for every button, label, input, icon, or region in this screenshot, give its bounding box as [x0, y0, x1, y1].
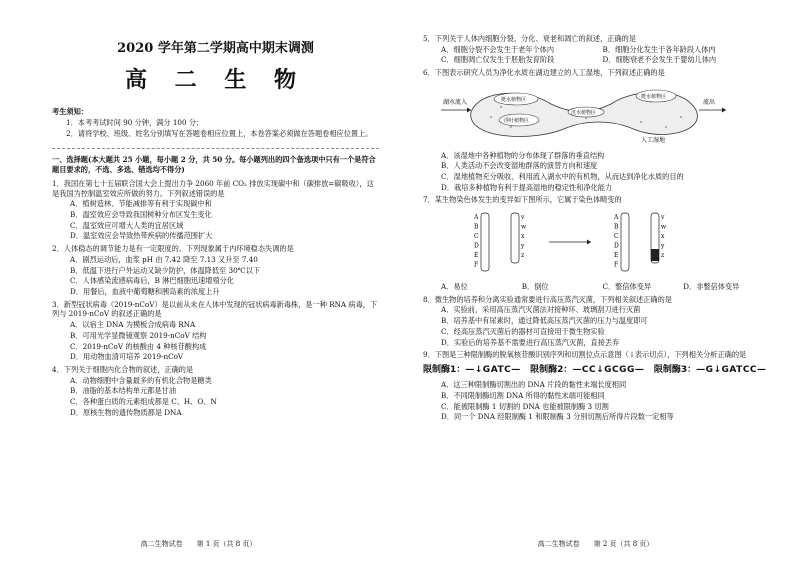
gene-label: B — [474, 223, 479, 231]
notice-item: 2．请将学校、班级、姓名分别填写在答题卷相应位置上，本卷答案必须做在答题卷相应位置上。 — [66, 128, 373, 138]
option: A．易位 — [441, 281, 468, 291]
option: D．原核生物的遗传物质都是 DNA — [70, 407, 182, 417]
option: B．低温下进行户外运动又缺少防护，体温降低至 30℃以下 — [70, 265, 261, 275]
option: B．油脂的基本结构单元都是甘油 — [70, 386, 176, 396]
option: D．非整倍体变异 — [683, 281, 740, 291]
notice-item: 1．本考考试时间 90 分钟，满分 100 分； — [66, 117, 204, 127]
question-2: 2．人体稳态的调节能力是有一定限度的。下列现象属于内环境稳态失调的是 — [52, 244, 294, 254]
gene-label: E — [474, 252, 479, 260]
option: D．用餐后，血液中葡萄糖和胰岛素的浓度上升 — [70, 287, 220, 297]
gene-label: w — [661, 223, 667, 231]
gene-label: A — [474, 214, 479, 222]
gene-label: E — [614, 252, 619, 260]
question-4: 4．下列关于细胞内化合物的叙述，正确的是 — [52, 365, 194, 375]
enzyme-3-label: 限制酶3： — [653, 364, 697, 375]
option: C．经高压蒸汽灭菌后的器材可直接用于微生物实验 — [441, 326, 605, 336]
option: D．细胞衰老不会发生于婴幼儿体内 — [602, 55, 717, 65]
gene-label: z — [661, 252, 665, 260]
option: A．实验前，采用高压蒸汽灭菌法对接种环、玻璃刮刀进行灭菌 — [441, 305, 641, 315]
option: C．湿地植物充分吸收、利用流入湖水中的有机物，从而达到净化水质的目的 — [441, 172, 684, 182]
question-3: 3．新型冠状病毒（2019-nCoV）是以前从未在人体中发现的冠状病毒新毒株，是一种 RNA 病毒，下列与 2019-nCoV 的叙述正确的是 — [52, 299, 378, 319]
notice-heading: 考生须知： — [52, 107, 88, 117]
question-8: 8．微生物的培养和分离实验通常要进行高压蒸汽灭菌，下列相关叙述正确的是 — [423, 294, 672, 304]
option: C．2019-nCoV 的核酸由 4 种核苷酸构成 — [70, 341, 207, 351]
subject-title: 高 二 生 物 — [125, 66, 306, 93]
option: B．培养基中有尿素时，通过降低高压蒸汽灭菌的压力与温度即可 — [441, 316, 648, 326]
chromosome-figure — [441, 209, 764, 278]
inflow-label: 湖水流入 — [443, 98, 468, 106]
gene-label: w — [521, 223, 527, 231]
option: C．能被限制酶 1 切割的 DNA 也能被限制酶 3 切割 — [441, 401, 609, 411]
question-6: 6．下图表示研究人员为净化水质在湖边建立的人工湿地，下列叙述正确的是 — [423, 68, 665, 78]
gene-label: x — [661, 233, 665, 241]
enzyme-1-seq: —↓GATC— — [465, 364, 521, 375]
option: C．整倍体变异 — [602, 281, 652, 291]
chromosome — [621, 213, 629, 271]
exam-title: 2020 学年第二学期高中期末调测 — [117, 41, 314, 56]
gene-label: D — [474, 242, 479, 250]
divider — [52, 148, 379, 149]
zone-label: 浮叶植物区 — [504, 117, 530, 124]
page-footer: 高二生物试卷 第 1 页（共 8 页） — [140, 539, 257, 548]
outflow-label: 流出 — [703, 98, 716, 106]
gene-label: F — [474, 261, 479, 269]
option: C．温室效应可增大人类的宜居区域 — [70, 220, 184, 230]
option: C．细胞凋亡仅发生于胚胎发育阶段 — [441, 55, 555, 65]
option: D．栽培多种植物有利于提高湿地的稳定性和净化能力 — [441, 182, 613, 192]
enzyme-sequences — [423, 364, 767, 376]
option: A．动物细胞中含量最多的有机化合物是糖类 — [70, 375, 212, 385]
gene-label: v — [521, 214, 525, 222]
gene-label: C — [614, 233, 619, 241]
zone-label: 挺水植物区 — [641, 93, 667, 100]
question-1: 1．我国在第七十五届联合国大会上提出力争 2060 年前 CO₂ 排放实现碳中和（碳排放=碳吸收），这是我国为控制温室效应所做的努力。下列叙述错误的是 — [52, 178, 374, 198]
option: A．该湿地中各种植物的分布体现了群落的垂直结构 — [441, 150, 605, 160]
option: B．可用光学显微镜观察 2019-nCoV 结构 — [70, 330, 207, 340]
option: A．这三种限制酶切割出的 DNA 片段的黏性末端长度相同 — [441, 380, 627, 390]
chromosome — [481, 213, 489, 271]
chromosome — [511, 213, 519, 263]
wetland-figure — [441, 82, 764, 147]
right-page — [397, 0, 794, 561]
wetland-diagram — [441, 82, 741, 144]
option-row — [441, 282, 764, 292]
option: A．剧烈运动后，血浆 pH 由 7.42 降至 7.13 又升至 7.40 — [70, 254, 258, 264]
option: B．人类活动不会改变湿地群落的演替方向和速度 — [441, 161, 598, 171]
gene-label: v — [661, 214, 665, 222]
enzyme-1-label: 限制酶1： — [423, 364, 466, 375]
notice-block — [52, 107, 379, 138]
gene-label: x — [521, 233, 525, 241]
enzyme-3-seq: —G↓GATCC— — [696, 364, 767, 375]
question-5: 5．下列关于人体内细胞分裂、分化、衰老和凋亡的叙述，正确的是 — [423, 34, 637, 43]
gene-label: z — [521, 252, 525, 260]
option: D．实验后的培养基不需要进行高压蒸汽灭菌，直接丢弃 — [441, 337, 620, 347]
question-9: 9．下图是三种限制酶的脱氧核苷酸识别序列和切割位点示意图（↓表示切点），下列相关分析正确的是 — [423, 350, 747, 360]
option: B．倒位 — [521, 281, 549, 291]
chromosome-segment — [651, 249, 659, 261]
chromosome-diagram — [441, 209, 691, 275]
option: B．温室效应会导致我国树种分布区发生变化 — [70, 209, 212, 219]
option: A．细胞分裂不会发生于老年个体内 — [441, 44, 555, 54]
option: B．细胞分化发生于各年龄段人体内 — [602, 44, 716, 54]
section-heading: 一、选择题(本大题共 25 小题，每小题 2 分，共 50 分。每小题列出的四个备选项中只有一个是符合题目要求的，不选、多选、错选均不得分) — [52, 155, 376, 175]
option: C．各种蛋白质的元素组成都是 C、H、O、N — [70, 397, 217, 407]
option: A．以宿主 DNA 为模板合成病毒 RNA — [70, 320, 196, 330]
option: B．不同限制酶切割 DNA 所得的黏性末端可能相同 — [441, 390, 605, 400]
option: D．用动物血清可培养 2019-nCoV — [70, 352, 184, 362]
question-7: 7．某生物染色体发生的变异如下图所示，它属于染色体畸变的 — [423, 195, 622, 205]
gene-label: D — [614, 242, 619, 250]
option-row — [441, 55, 764, 65]
option: D．同一个 DNA 经限制酶 1 和限制酶 3 分别切割后所得片段数一定相等 — [441, 412, 674, 422]
option: C．人体感染流感病毒后，B 淋巴细胞迅速增殖分化 — [70, 276, 235, 286]
gene-label: A — [614, 214, 619, 222]
page-footer: 高二生物试卷 第 2 页（共 8 页） — [537, 539, 654, 548]
zone-label: 挺水植物区 — [501, 96, 527, 103]
wetland-label: 人工湿地 — [641, 136, 666, 144]
gene-label: y — [521, 242, 525, 250]
zone-label: 沉水植物区 — [571, 109, 597, 116]
gene-label: F — [614, 261, 619, 269]
enzyme-2-label: 限制酶2： — [530, 364, 573, 375]
enzyme-2-seq: —CC↓GCGG— — [572, 364, 645, 375]
arrow-head-icon — [587, 240, 591, 245]
gene-label: y — [661, 242, 665, 250]
gene-label: C — [474, 233, 479, 241]
option: D．温室效应会导致热带疾病的传播范围扩大 — [70, 231, 213, 241]
option: A．植树造林、节能减排等有利于实现碳中和 — [70, 199, 212, 209]
gene-label: B — [614, 223, 619, 231]
option-row — [441, 45, 764, 55]
